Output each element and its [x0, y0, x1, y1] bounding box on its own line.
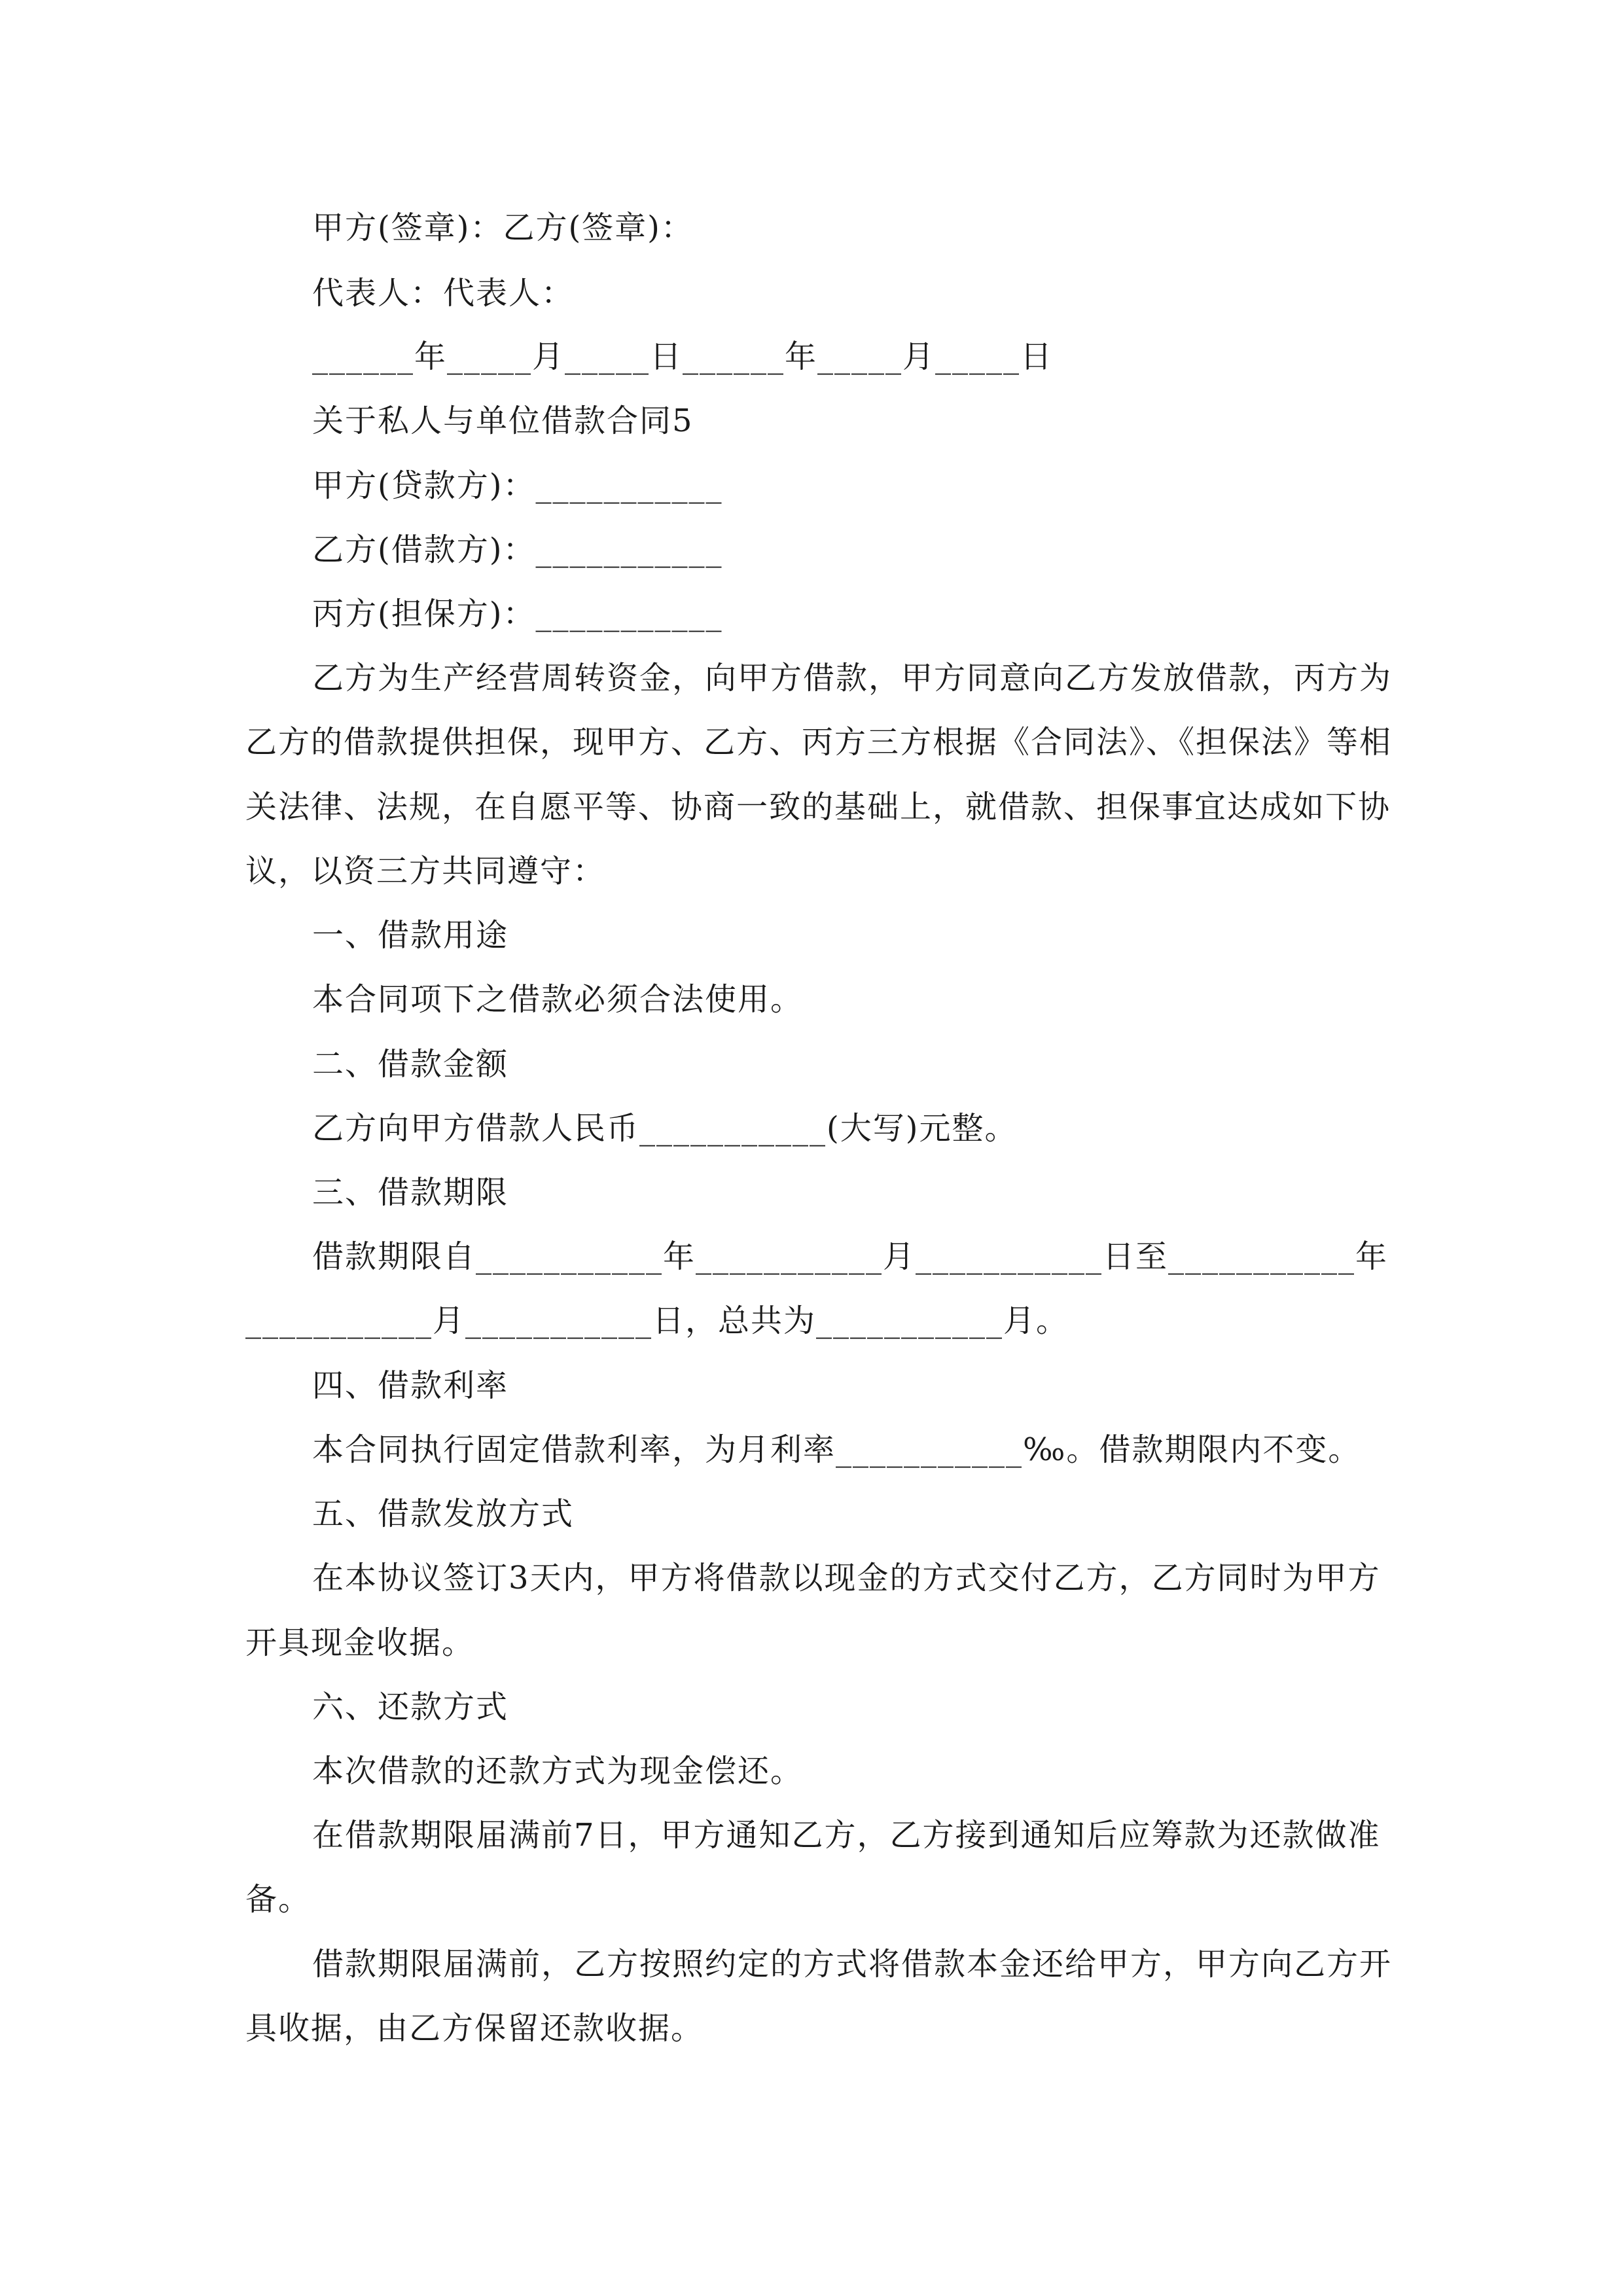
section-heading: 一、借款用途	[312, 917, 509, 954]
paragraph-line: 借款期限届满前，乙方按照约定的方式将借款本金还给甲方，甲方向乙方开	[312, 1946, 1393, 1982]
representative-line: 代表人：代表人：	[312, 275, 575, 312]
paragraph-line: 在本协议签订3天内，甲方将借款以现金的方式交付乙方，乙方同时为甲方	[312, 1560, 1381, 1596]
signature-line: 甲方(签章)：乙方(签章)：	[312, 209, 694, 246]
section-heading: 四、借款利率	[312, 1367, 509, 1404]
section-heading: 三、借款期限	[312, 1174, 509, 1211]
paragraph-line: ___________月___________日，总共为___________月。	[245, 1302, 1069, 1339]
paragraph-line: 乙方向甲方借款人民币___________(大写)元整。	[312, 1110, 1018, 1147]
paragraph-line: 借款期限自___________年___________月___________日至___________年	[312, 1238, 1389, 1275]
party-c-line: 丙方(担保方)：___________	[312, 596, 723, 632]
preamble-line-1: 乙方为生产经营周转资金，向甲方借款，甲方同意向乙方发放借款，丙方为	[312, 660, 1393, 696]
paragraph-line: 在借款期限届满前7日，甲方通知乙方，乙方接到通知后应筹款为还款做准	[312, 1817, 1381, 1854]
paragraph-line: 具收据，由乙方保留还款收据。	[245, 2010, 704, 2047]
section-heading: 二、借款金额	[312, 1046, 509, 1083]
contract-title: 关于私人与单位借款合同5	[312, 403, 694, 439]
party-a-line: 甲方(贷款方)：___________	[312, 467, 723, 504]
date-line: ______年_____月_____日______年_____月_____日	[312, 338, 1054, 375]
preamble-line-2: 乙方的借款提供担保，现甲方、乙方、丙方三方根据《合同法》、《担保法》等相	[245, 724, 1393, 761]
party-b-line: 乙方(借款方)：___________	[312, 531, 723, 568]
paragraph-line: 开具现金收据。	[245, 1624, 475, 1661]
section-heading: 六、还款方式	[312, 1689, 509, 1725]
paragraph-line: 本合同项下之借款必须合法使用。	[312, 981, 804, 1018]
section-heading: 五、借款发放方式	[312, 1496, 575, 1532]
preamble-line-4: 议，以资三方共同遵守：	[245, 853, 606, 889]
preamble-line-3: 关法律、法规，在自愿平等、协商一致的基础上，就借款、担保事宜达成如下协	[245, 789, 1391, 825]
paragraph-line: 本合同执行固定借款利率，为月利率___________‰。借款期限内不变。	[312, 1431, 1361, 1468]
paragraph-line: 备。	[245, 1881, 312, 1918]
paragraph-line: 本次借款的还款方式为现金偿还。	[312, 1753, 804, 1789]
